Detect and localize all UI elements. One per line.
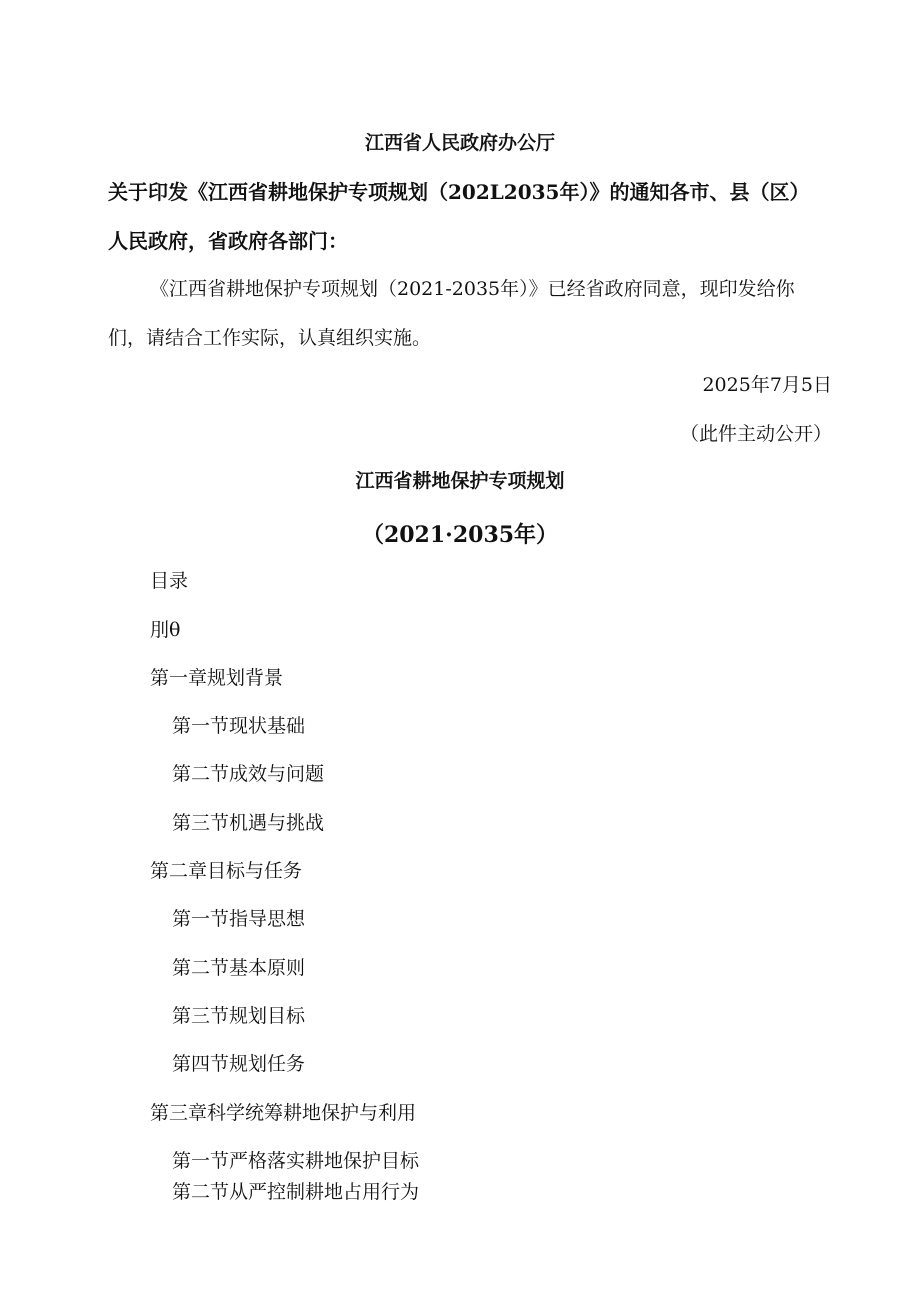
toc-item-preface: 刖θ bbox=[150, 619, 181, 641]
toc-item-ch3-sec1: 第一节严格落实耕地保护目标 bbox=[172, 1150, 420, 1172]
toc-item-chapter-3: 第三章科学统筹耕地保护与利用 bbox=[150, 1102, 417, 1124]
toc-item-ch1-sec1: 第一节现状基础 bbox=[172, 715, 306, 737]
notice-title-line2: 人民政府，省政府各部门： bbox=[108, 229, 348, 253]
notice-title-line1: 关于印发《江西省耕地保护专项规划（202L2035年）》的通知各市、县（区） bbox=[108, 180, 810, 204]
toc-item-ch3-sec2: 第二节从严控制耕地占用行为 bbox=[172, 1181, 420, 1203]
toc-item-ch1-sec3: 第三节机遇与挑战 bbox=[172, 812, 325, 834]
toc-item-ch2-sec4: 第四节规划任务 bbox=[172, 1053, 306, 1075]
toc-item-ch2-sec3: 第三节规划目标 bbox=[172, 1005, 306, 1027]
toc-heading: 目录 bbox=[150, 570, 189, 592]
body-paragraph-line1: 《江西省耕地保护专项规划（2021-2035年）》已经省政府同意，现印发给你 bbox=[150, 278, 795, 300]
toc-item-ch1-sec2: 第二节成效与问题 bbox=[172, 763, 325, 785]
toc-item-ch2-sec2: 第二节基本原则 bbox=[172, 957, 306, 979]
issuer-heading: 江西省人民政府办公厅 bbox=[364, 132, 555, 154]
plan-period: （2021·2035年） bbox=[361, 522, 559, 548]
signature-date: 2025年7月5日 bbox=[702, 374, 832, 396]
disclosure-note: （此件主动公开） bbox=[679, 423, 832, 445]
plan-title: 江西省耕地保护专项规划 bbox=[355, 470, 565, 492]
body-paragraph-line2: 们，请结合工作实际，认真组织实施。 bbox=[108, 327, 432, 349]
toc-item-ch2-sec1: 第一节指导思想 bbox=[172, 908, 306, 930]
toc-item-chapter-1: 第一章规划背景 bbox=[150, 667, 284, 689]
toc-item-chapter-2: 第二章目标与任务 bbox=[150, 860, 303, 882]
